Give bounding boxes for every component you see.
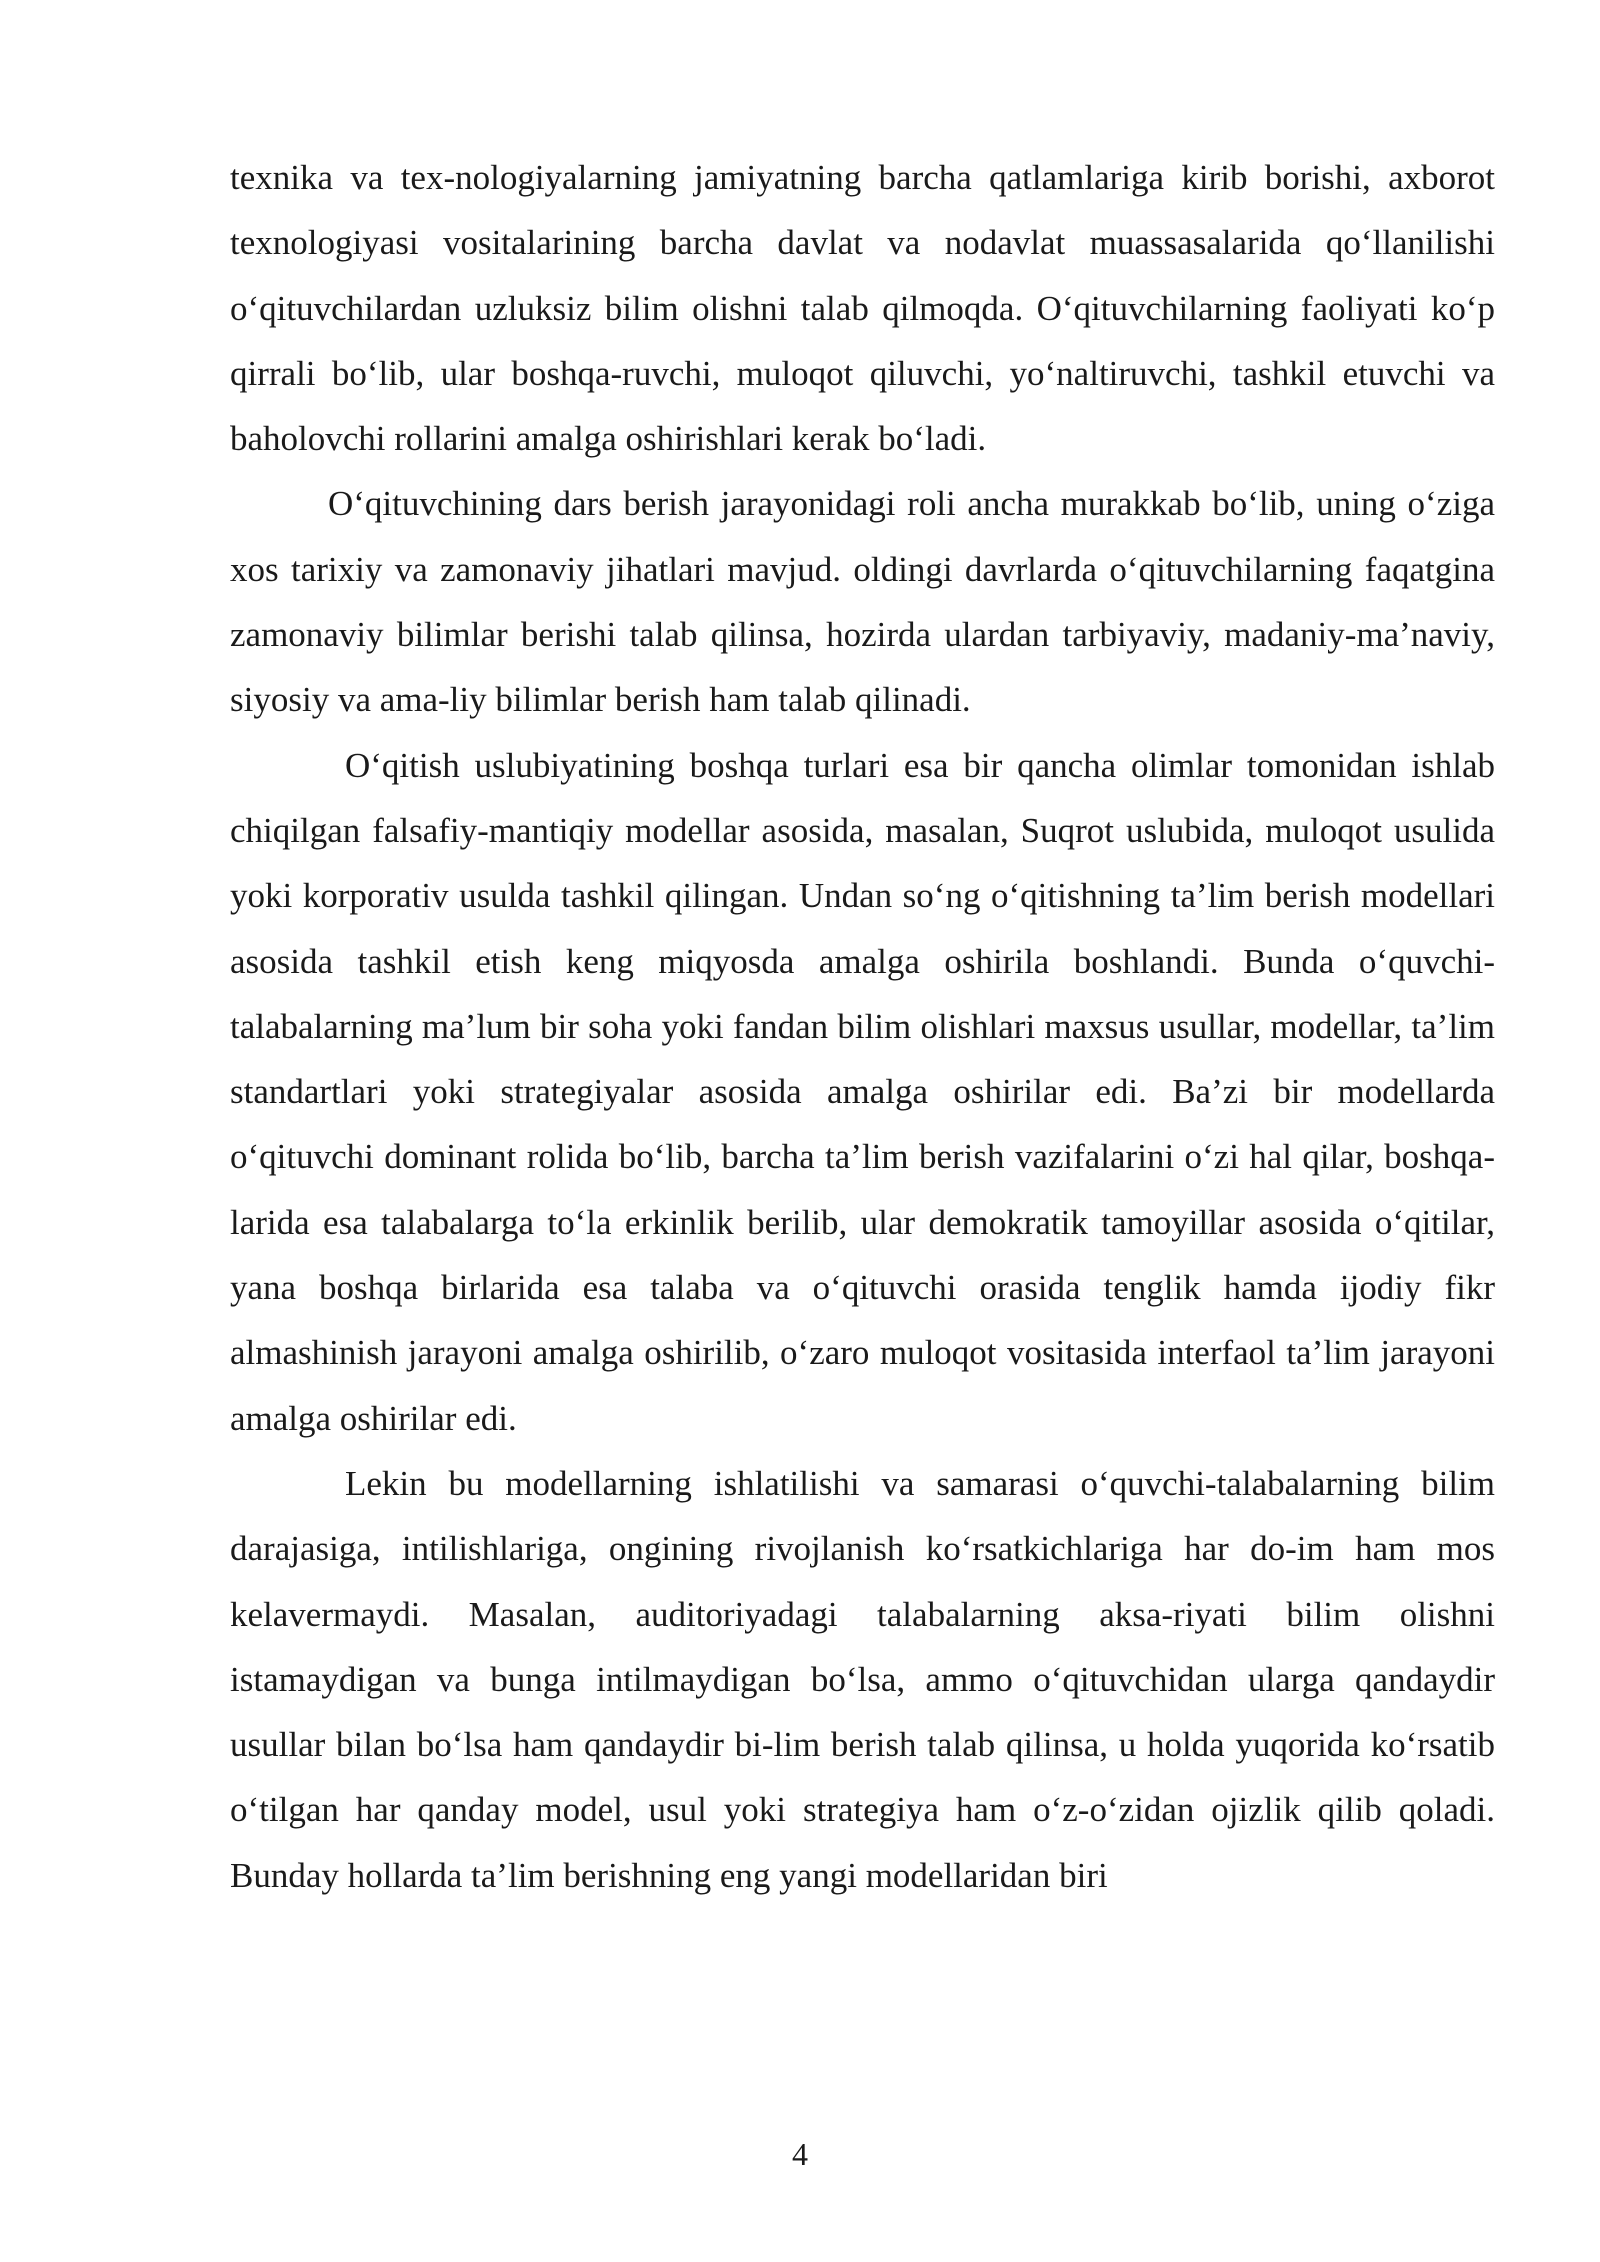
- paragraph-2: O‘qituvchining dars berish jarayonidagi roli ancha murakkab bo‘lib, uning o‘ziga xos tarixiy va zamonaviy jihatlari mavjud. oldingi davrlarda o‘qituvchilarning faqatgina zamonaviy bilimlar berishi talab qilinsa, hozirda ulardan tarbiyaviy, madaniy-ma’naviy, siyosiy va ama-liy bilimlar berish ham talab qilinadi.: [230, 484, 1495, 720]
- page-number: 4: [792, 2136, 808, 2172]
- paragraph-1: texnika va tex-nologiyalarning jamiyatning barcha qatlamlariga kirib borishi, axborot texnologiyasi vositalarining barcha davlat va nodavlat muassasalarida qo‘llanilishi o‘qituvchilardan uzluksiz bilim olishni talab qilmoqda. O‘qituvchilarning faoliyati ko‘p qirrali bo‘lib, ular boshqa-ruvchi, muloqot qiluvchi, yo‘naltiruvchi, tashkil etuvchi va baholovchi rollarini amalga oshirishlari kerak bo‘ladi.: [230, 158, 1495, 459]
- paragraph-3: O‘qitish uslubiyatining boshqa turlari esa bir qancha olimlar tomonidan ishlab chiqilgan falsafiy-mantiqiy modellar asosida, masalan, Suqrot uslubida, muloqot usulida yoki korporativ usulda tashkil qilingan. Undan so‘ng o‘qitishning ta’lim berish modellari asosida tashkil etish keng miqyosda amalga oshirila boshlandi. Bunda o‘quvchi-talabalarning ma’lum bir soha yoki fandan bilim olishlari maxsus usullar, modellar, ta’lim standartlari yoki strategiyalar asosida amalga oshirilar edi. Ba’zi bir modellarda o‘qituvchi dominant rolida bo‘lib, barcha ta’lim berish vazifalarini o‘zi hal qilar, boshqa-larida esa talabalarga to‘la erkinlik berilib, ular demokratik tamoyillar asosida o‘qitilar, yana boshqa birlarida esa talaba va o‘qituvchi orasida tenglik hamda ijodiy fikr almashinish jarayoni amalga oshirilib, o‘zaro muloqot vositasida interfaol ta’lim jarayoni amalga oshirilar edi.: [230, 745, 1495, 1438]
- body-text: [230, 145, 1495, 1908]
- paragraph-4: Lekin bu modellarning ishlatilishi va samarasi o‘quvchi-talabalarning bilim darajasiga, intilishlariga, ongining rivojlanish ko‘rsatkichlariga har do-im ham mos kelavermaydi. Masalan, auditoriyadagi talabalarning aksa-riyati bilim olishni istamaydigan va bunga intilmaydigan bo‘lsa, ammo o‘qituvchidan ularga qandaydir usullar bilan bo‘lsa ham qandaydir bi-lim berish talab qilinsa, u holda yuqorida ko‘rsatib o‘tilgan har qanday model, usul yoki strategiya ham o‘z-o‘zidan ojizlik qilib qoladi. Bunday hollarda ta’lim berishning eng yangi modellaridan biri: [230, 1463, 1495, 1895]
